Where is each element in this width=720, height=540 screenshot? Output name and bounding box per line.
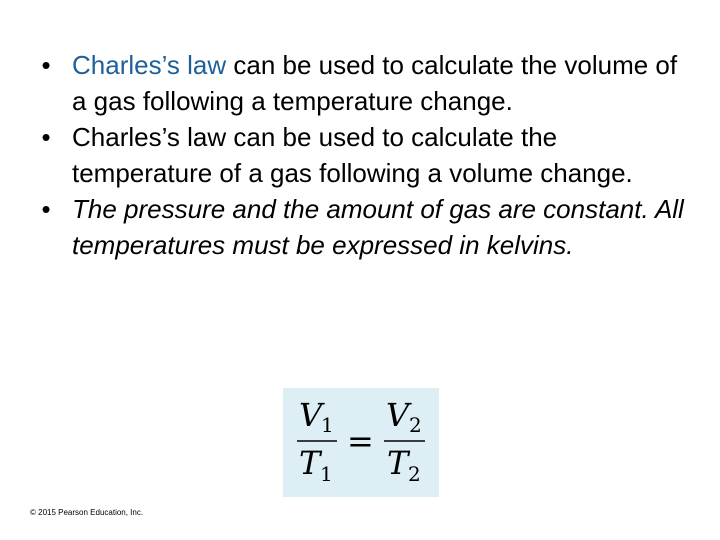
bullet-item-constants [36, 191, 696, 263]
formula-v1-var: V [299, 396, 323, 434]
formula-graphic [283, 388, 439, 497]
formula-t2-var: T [387, 444, 409, 482]
bullet-item-volume [36, 47, 696, 119]
bullet-list [36, 47, 696, 263]
bullet-text: can be used to calculate the volume of a gas following a temperature change. [72, 50, 678, 116]
formula-v1-sub: 1 [321, 413, 334, 437]
bullet-text: The pressure and the amount of gas are constant. All temperatures must be expressed in kelvins. [72, 194, 684, 260]
bullet-marker: • [41, 50, 51, 80]
formula-v2-sub: 2 [409, 413, 422, 437]
bullet-text: Charles’s law can be used to calculate the temperature of a gas following a volume change. [72, 122, 633, 188]
formula-equals: = [347, 422, 374, 460]
formula-t2-sub: 2 [408, 462, 421, 486]
formula-t1-sub: 1 [320, 462, 333, 486]
copyright-notice: © 2015 Pearson Education, Inc. [30, 508, 144, 517]
bullet-marker: • [41, 194, 51, 224]
formula-t1-var: T [299, 444, 321, 482]
bullet-item-temperature [36, 119, 696, 191]
formula-v2-var: V [386, 396, 410, 434]
charles-law-highlight: Charles’s law [72, 50, 227, 80]
charles-law-formula [283, 388, 439, 497]
bullet-marker: • [41, 122, 51, 152]
